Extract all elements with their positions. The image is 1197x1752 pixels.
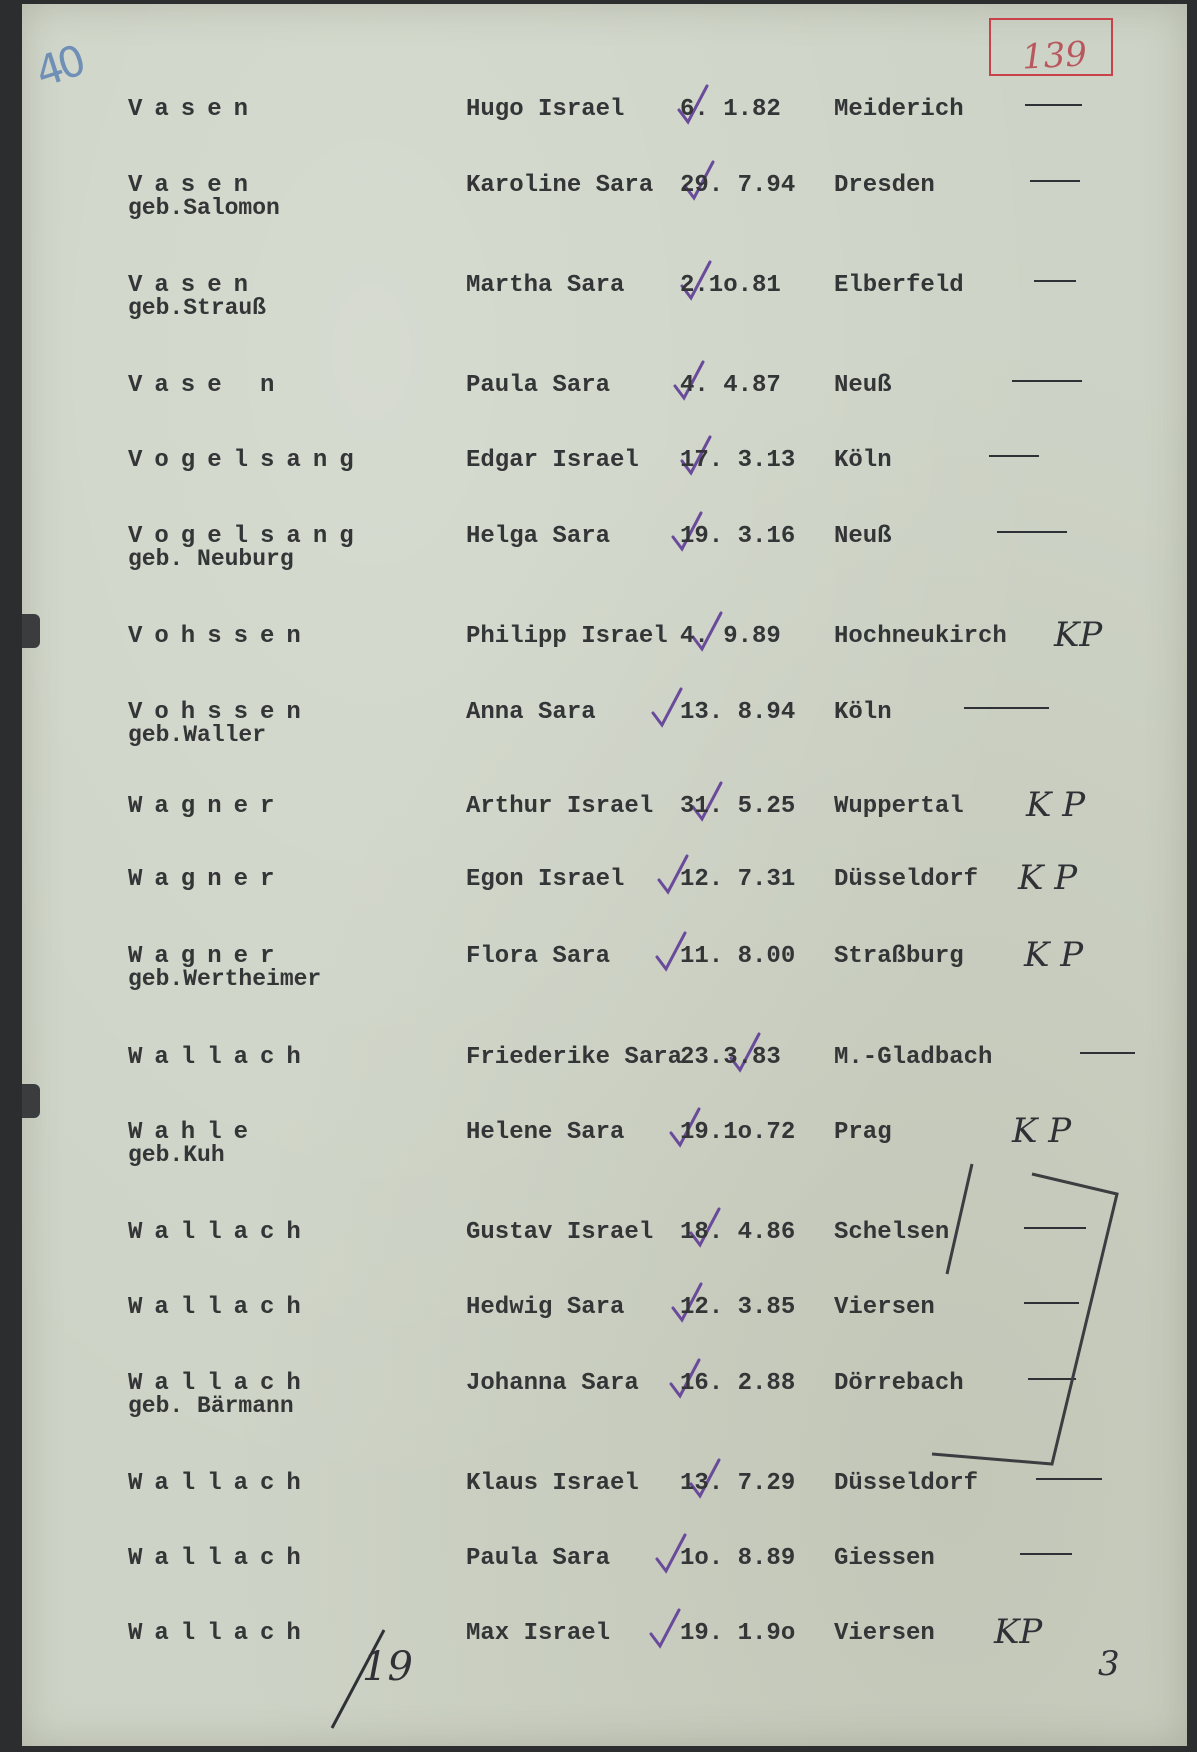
list-row [22,372,1187,442]
surname: Vogelsang [128,523,366,550]
surname: Wagner [128,943,287,970]
handwritten-mark: K P [1026,785,1086,825]
birth-date: 6. 1.82 [680,96,781,123]
birth-date: 11. 8.00 [680,943,796,970]
handwritten-dash [1012,380,1082,382]
birth-place: Schelsen [834,1219,950,1246]
given-names: Arthur Israel [466,793,654,820]
birth-date: 12. 7.31 [680,866,796,893]
birth-place: Giessen [834,1545,935,1572]
given-names: Hugo Israel [466,96,625,123]
birth-date: 31. 5.25 [680,793,796,820]
handwritten-mark: K P [1012,1111,1072,1151]
given-names: Hedwig Sara [466,1294,625,1321]
birth-place: Hochneukirch [834,623,1007,650]
given-names: Gustav Israel [466,1219,654,1246]
surname: Wallach [128,1294,313,1321]
birth-place: Elberfeld [834,272,964,299]
list-row [22,1294,1187,1364]
birth-date: 23.3.83 [680,1044,781,1071]
birth-place: Meiderich [834,96,964,123]
birth-place: Neuß [834,372,892,399]
birth-date: 19. 3.16 [680,523,796,550]
birth-name: geb.Strauß [128,295,267,321]
surname: Vasen [128,172,261,199]
birth-place: Dörrebach [834,1370,964,1397]
given-names: Helga Sara [466,523,611,550]
list-row [22,1111,1187,1189]
surname: Wallach [128,1545,313,1572]
list-row [22,96,1187,166]
birth-date: 4. 9.89 [680,623,781,650]
handwritten-dash [1024,1302,1079,1304]
birth-place: Prag [834,1119,892,1146]
list-row [22,858,1187,936]
birth-name: geb.Wertheimer [128,966,322,992]
surname: Vasen [128,272,261,299]
surname: Vase n [128,372,287,399]
birth-date: 19.1o.72 [680,1119,796,1146]
given-names: Anna Sara [466,699,596,726]
given-names: Helene Sara [466,1119,625,1146]
birth-place: Düsseldorf [834,1470,979,1497]
list-row [22,935,1187,1013]
birth-name: geb. Neuburg [128,546,294,572]
birth-place: Viersen [834,1294,935,1321]
handwritten-dash [1020,1553,1072,1555]
birth-date: 18. 4.86 [680,1219,796,1246]
given-names: Klaus Israel [466,1470,639,1497]
handwritten-dash [997,531,1067,533]
list-row [22,615,1187,693]
list-row [22,785,1187,863]
handwritten-dash [1034,280,1076,282]
birth-date: 16. 2.88 [680,1370,796,1397]
birth-date: 13. 8.94 [680,699,796,726]
surname: Wallach [128,1044,313,1071]
birth-date: 29. 7.94 [680,172,796,199]
surname: Wallach [128,1470,313,1497]
list-row [22,1470,1187,1540]
birth-place: M.-Gladbach [834,1044,993,1071]
birth-place: Wuppertal [834,793,964,820]
given-names: Egon Israel [466,866,625,893]
archive-mark: 40 [29,36,88,97]
surname: Wallach [128,1219,313,1246]
surname: Wallach [128,1370,313,1397]
handwritten-mark: K P [1024,935,1084,975]
list-row [22,1370,1187,1440]
handwritten-dash [1030,180,1080,182]
birth-date: 19. 1.9o [680,1620,796,1647]
handwritten-dash [964,707,1049,709]
birth-date: 17. 3.13 [680,447,796,474]
birth-place: Köln [834,447,892,474]
list-row [22,1219,1187,1289]
surname: Wagner [128,793,287,820]
birth-date: 12. 3.85 [680,1294,796,1321]
list-row [22,447,1187,517]
list-row [22,523,1187,593]
sheet-number: 3 [1098,1644,1120,1684]
surname: Vogelsang [128,447,366,474]
birth-name: geb. Bärmann [128,1393,294,1419]
given-names: Edgar Israel [466,447,639,474]
given-names: Johanna Sara [466,1370,639,1397]
surname: Wahle [128,1119,261,1146]
document-page [22,4,1187,1746]
handwritten-dash [1036,1478,1102,1480]
handwritten-dash [1080,1052,1135,1054]
birth-place: Straßburg [834,943,964,970]
handwritten-mark: K P [1018,858,1078,898]
birth-name: geb.Kuh [128,1142,225,1168]
surname: Vasen [128,96,261,123]
given-names: Paula Sara [466,1545,611,1572]
birth-date: 2.1o.81 [680,272,781,299]
list-row [22,272,1187,342]
birth-date: 4. 4.87 [680,372,781,399]
given-names: Karoline Sara [466,172,654,199]
handwritten-dash [1024,1227,1086,1229]
handwritten-mark: KP [1054,615,1103,655]
birth-place: Dresden [834,172,935,199]
check-mark-icon [648,1608,682,1650]
birth-date: 13. 7.29 [680,1470,796,1497]
list-row [22,172,1187,242]
birth-name: geb.Salomon [128,195,280,221]
surname: Wagner [128,866,287,893]
surname: Vohssen [128,699,313,726]
handwritten-mark: KP [994,1612,1043,1652]
birth-place: Viersen [834,1620,935,1647]
birth-date: 1o. 8.89 [680,1545,796,1572]
given-names: Martha Sara [466,272,625,299]
birth-name: geb.Waller [128,722,267,748]
given-names: Philipp Israel [466,623,668,650]
total-count: 19 [362,1644,413,1690]
list-row [22,1612,1187,1690]
given-names: Max Israel [466,1620,611,1647]
handwritten-dash [989,455,1039,457]
list-row [22,1545,1187,1615]
surname: Vohssen [128,623,313,650]
given-names: Friederike Sara [466,1044,683,1071]
handwritten-dash [1028,1378,1076,1380]
handwritten-dash [1025,104,1082,106]
list-row [22,1044,1187,1114]
birth-place: Köln [834,699,892,726]
given-names: Flora Sara [466,943,611,970]
list-row [22,699,1187,769]
birth-place: Düsseldorf [834,866,979,893]
surname: Wallach [128,1620,313,1647]
check-mark-icon [650,687,684,729]
birth-place: Neuß [834,523,892,550]
page-number: 139 [1020,34,1088,78]
given-names: Paula Sara [466,372,611,399]
